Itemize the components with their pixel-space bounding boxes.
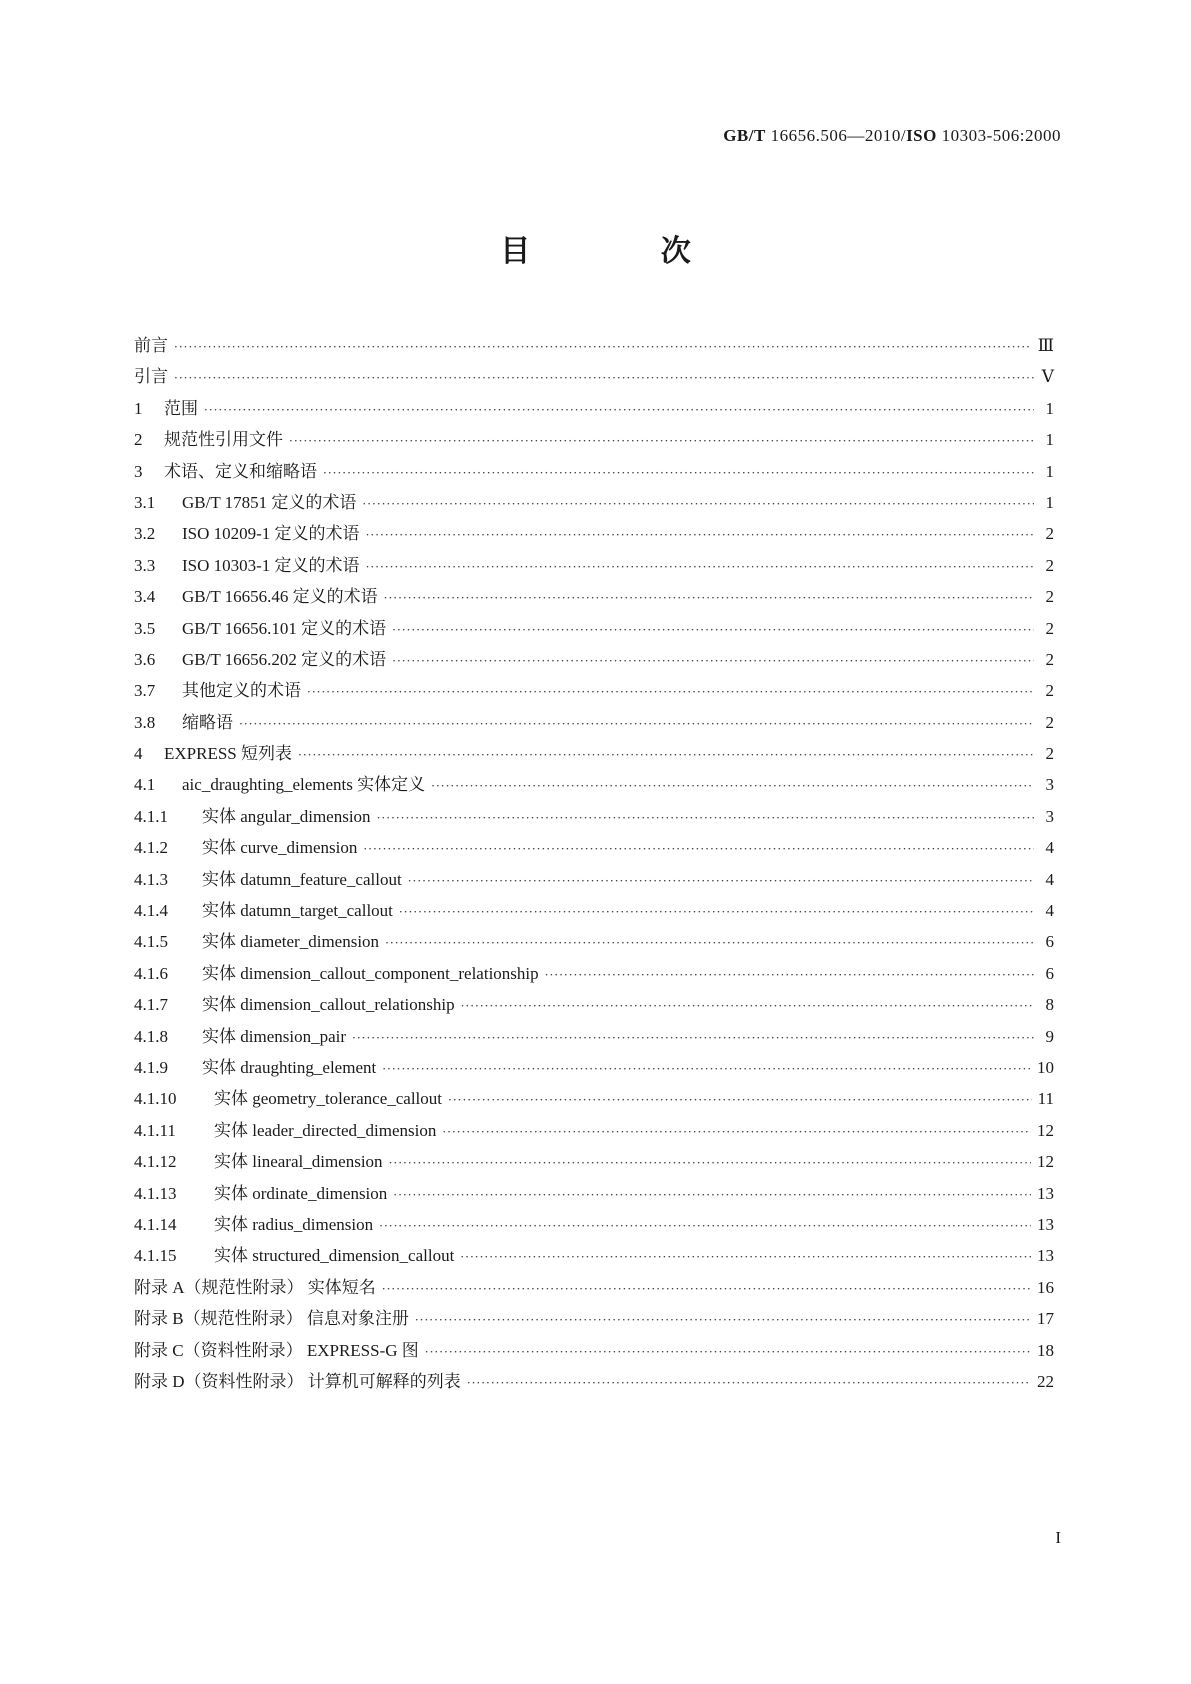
toc-entry[interactable] xyxy=(134,675,1054,706)
toc-entry-label xyxy=(134,487,356,519)
toc-entry[interactable] xyxy=(134,895,1054,926)
toc-leader-dots xyxy=(460,1242,1031,1273)
toc-entry[interactable] xyxy=(134,832,1054,863)
toc-leader-dots xyxy=(174,363,1034,394)
toc-entry[interactable] xyxy=(134,518,1054,549)
toc-entry-number: 4.1 xyxy=(134,775,156,795)
toc-leader-dots xyxy=(307,677,1034,708)
toc-entry-page: 2 xyxy=(1045,555,1054,575)
toc-entry-title: 附录 A（规范性附录） 实体短名 xyxy=(134,1277,376,1297)
toc-entry-page: Ⅴ xyxy=(1041,367,1054,387)
toc-entry[interactable] xyxy=(134,801,1054,832)
toc-entry-page: 2 xyxy=(1045,524,1054,544)
toc-entry-label xyxy=(134,769,425,801)
toc-leader-dots xyxy=(393,1180,1031,1211)
toc-entry-page: 1 xyxy=(1045,461,1054,481)
toc-entry-label xyxy=(134,393,198,425)
toc-entry-label xyxy=(134,1272,376,1304)
toc-entry[interactable] xyxy=(134,644,1054,675)
table-of-contents xyxy=(134,330,1054,1397)
toc-entry-number: 4.1.13 xyxy=(134,1183,177,1203)
toc-entry-label xyxy=(134,707,233,739)
toc-entry-label xyxy=(134,926,379,958)
toc-entry-title: GB/T 16656.202 定义的术语 xyxy=(182,649,387,669)
toc-leader-dots xyxy=(461,991,1034,1022)
toc-entry-label xyxy=(134,1303,409,1335)
toc-leader-dots xyxy=(366,552,1034,583)
toc-entry-label xyxy=(134,895,393,927)
toc-entry-number: 4.1.4 xyxy=(134,901,168,921)
toc-entry[interactable] xyxy=(134,393,1054,424)
toc-entry-title: 前言 xyxy=(134,336,168,355)
toc-leader-dots xyxy=(289,426,1034,457)
toc-leader-dots xyxy=(298,740,1034,771)
toc-entry-number: 3.4 xyxy=(134,587,156,607)
toc-leader-dots xyxy=(362,489,1034,520)
toc-entry-number: 4.1.7 xyxy=(134,995,168,1015)
toc-entry-number: 4.1.10 xyxy=(134,1089,177,1109)
toc-entry-label xyxy=(134,581,378,613)
toc-entry-page: 12 xyxy=(1037,1120,1054,1140)
toc-entry[interactable] xyxy=(134,1146,1054,1177)
toc-entry-title: 实体 geometry_tolerance_callout xyxy=(214,1089,442,1109)
toc-leader-dots xyxy=(431,771,1034,802)
toc-entry-title: 实体 angular_dimension xyxy=(202,806,371,826)
toc-leader-dots xyxy=(174,332,1032,363)
toc-entry-label xyxy=(134,989,455,1021)
toc-leader-dots xyxy=(352,1023,1034,1054)
toc-entry-title: GB/T 16656.101 定义的术语 xyxy=(182,618,387,638)
toc-entry[interactable] xyxy=(134,1052,1054,1083)
toc-entry-number: 4.1.14 xyxy=(134,1214,177,1234)
toc-entry[interactable] xyxy=(134,487,1054,518)
toc-entry-label xyxy=(134,832,357,864)
toc-entry-title: GB/T 16656.46 定义的术语 xyxy=(182,587,378,607)
toc-entry-number: 4.1.8 xyxy=(134,1026,168,1046)
toc-entry-title: 附录 D（资料性附录） 计算机可解释的列表 xyxy=(134,1371,461,1391)
toc-entry-label xyxy=(134,801,371,833)
toc-entry-page: 13 xyxy=(1037,1214,1054,1234)
toc-entry-page: 2 xyxy=(1045,712,1054,732)
toc-entry-page: 3 xyxy=(1045,806,1054,826)
toc-entry-label xyxy=(134,1083,442,1115)
toc-entry-title: 实体 structured_dimension_callout xyxy=(214,1246,455,1266)
toc-leader-dots xyxy=(323,458,1034,489)
toc-entry-title: 实体 curve_dimension xyxy=(202,838,358,858)
toc-leader-dots xyxy=(239,709,1034,740)
toc-entry-page: Ⅲ xyxy=(1037,336,1054,355)
toc-entry-number: 4.1.15 xyxy=(134,1246,177,1266)
toc-leader-dots xyxy=(379,1211,1031,1242)
toc-entry-number: 3 xyxy=(134,461,143,481)
toc-entry-title: EXPRESS 短列表 xyxy=(164,744,292,764)
toc-entry-title: 规范性引用文件 xyxy=(164,430,283,450)
toc-entry-number: 1 xyxy=(134,398,143,418)
toc-entry-title: 术语、定义和缩略语 xyxy=(164,461,317,481)
toc-entry[interactable] xyxy=(134,958,1054,989)
toc-entry-label xyxy=(134,738,292,770)
toc-entry-label xyxy=(134,1115,436,1147)
toc-entry-label xyxy=(134,864,402,896)
toc-entry-title: 实体 radius_dimension xyxy=(214,1214,374,1234)
toc-entry-label xyxy=(134,424,283,456)
toc-entry-title: 缩略语 xyxy=(182,712,233,732)
toc-entry-page: 3 xyxy=(1045,775,1054,795)
toc-entry[interactable] xyxy=(134,330,1054,361)
toc-entry-page: 17 xyxy=(1037,1309,1054,1329)
page-number: I xyxy=(1055,1528,1061,1547)
toc-entry-page: 9 xyxy=(1045,1026,1054,1046)
toc-entry-number: 4.1.3 xyxy=(134,869,168,889)
toc-entry[interactable] xyxy=(134,738,1054,769)
toc-entry-title: 实体 ordinate_dimension xyxy=(214,1183,388,1203)
toc-entry[interactable] xyxy=(134,456,1054,487)
toc-entry[interactable] xyxy=(134,1240,1054,1271)
toc-entry-title: aic_draughting_elements 实体定义 xyxy=(182,775,426,795)
toc-entry-page: 18 xyxy=(1037,1340,1054,1360)
toc-leader-dots xyxy=(399,897,1034,928)
toc-entry-page: 1 xyxy=(1045,398,1054,418)
toc-entry-title: 实体 datumn_target_callout xyxy=(202,901,393,921)
page-title: 目 次 xyxy=(500,234,751,269)
toc-entry-number: 2 xyxy=(134,430,143,450)
toc-entry-number: 3.1 xyxy=(134,492,156,512)
toc-entry-title: ISO 10303-1 定义的术语 xyxy=(182,555,360,575)
toc-entry-number: 4.1.11 xyxy=(134,1120,176,1140)
toc-entry-number: 4.1.5 xyxy=(134,932,168,952)
toc-entry-title: 实体 linearal_dimension xyxy=(214,1152,383,1172)
toc-entry-label xyxy=(134,550,360,582)
document-code xyxy=(723,126,1061,146)
toc-entry-label xyxy=(134,1335,419,1367)
toc-entry-label xyxy=(134,330,168,362)
toc-leader-dots xyxy=(366,520,1034,551)
toc-leader-dots xyxy=(545,960,1034,991)
toc-entry[interactable] xyxy=(134,581,1054,612)
toc-entry[interactable] xyxy=(134,550,1054,581)
toc-entry-label xyxy=(134,1021,346,1053)
toc-entry[interactable] xyxy=(134,361,1054,392)
toc-entry[interactable] xyxy=(134,989,1054,1020)
toc-entry[interactable] xyxy=(134,864,1054,895)
toc-entry[interactable] xyxy=(134,1021,1054,1052)
toc-entry-page: 12 xyxy=(1037,1152,1054,1172)
toc-entry-title: 其他定义的术语 xyxy=(182,681,301,701)
toc-entry[interactable] xyxy=(134,1335,1054,1366)
toc-leader-dots xyxy=(389,1148,1031,1179)
toc-entry[interactable] xyxy=(134,1083,1054,1114)
toc-entry-page: 2 xyxy=(1045,744,1054,764)
toc-leader-dots xyxy=(377,803,1034,834)
toc-entry-number: 4.1.1 xyxy=(134,806,168,826)
toc-entry[interactable] xyxy=(134,1366,1054,1397)
toc-leader-dots xyxy=(425,1337,1031,1368)
toc-leader-dots xyxy=(392,615,1034,646)
toc-entry-label xyxy=(134,958,539,990)
toc-entry-page: 1 xyxy=(1045,430,1054,450)
toc-entry-title: GB/T 17851 定义的术语 xyxy=(182,492,357,512)
toc-leader-dots xyxy=(382,1274,1031,1305)
toc-leader-dots xyxy=(442,1117,1031,1148)
toc-entry-label xyxy=(134,675,301,707)
toc-entry-page: 11 xyxy=(1037,1089,1054,1109)
toc-entry-page: 16 xyxy=(1037,1277,1054,1297)
toc-entry-number: 4.1.2 xyxy=(134,838,168,858)
toc-entry-title: 实体 leader_directed_dimension xyxy=(214,1120,437,1140)
toc-entry-label xyxy=(134,361,168,393)
toc-entry-page: 4 xyxy=(1045,901,1054,921)
toc-entry-title: 实体 dimension_callout_relationship xyxy=(202,995,455,1015)
toc-entry-number: 4.1.6 xyxy=(134,963,168,983)
toc-leader-dots xyxy=(408,866,1034,897)
toc-leader-dots xyxy=(384,583,1034,614)
toc-entry-title: 实体 dimension_callout_component_relationship xyxy=(202,963,539,983)
toc-entry-number: 3.6 xyxy=(134,649,156,669)
toc-entry-page: 10 xyxy=(1037,1057,1054,1077)
toc-entry-label xyxy=(134,1366,461,1398)
toc-leader-dots xyxy=(363,834,1034,865)
toc-entry-title: ISO 10209-1 定义的术语 xyxy=(182,524,360,544)
toc-entry-label xyxy=(134,1052,376,1084)
toc-leader-dots xyxy=(385,928,1034,959)
toc-entry-title: 引言 xyxy=(134,367,168,387)
toc-entry[interactable] xyxy=(134,1178,1054,1209)
toc-entry-number: 3.3 xyxy=(134,555,156,575)
toc-entry-title: 实体 diameter_dimension xyxy=(202,932,380,952)
toc-entry-title: 范围 xyxy=(164,398,198,418)
toc-entry-page: 4 xyxy=(1045,838,1054,858)
toc-entry-label xyxy=(134,1146,383,1178)
toc-entry-label xyxy=(134,518,360,550)
toc-entry-label xyxy=(134,644,386,676)
toc-entry-label xyxy=(134,1240,454,1272)
toc-entry-page: 13 xyxy=(1037,1246,1054,1266)
toc-entry-page: 2 xyxy=(1045,618,1054,638)
toc-leader-dots xyxy=(467,1368,1031,1399)
toc-entry-page: 2 xyxy=(1045,649,1054,669)
toc-entry[interactable] xyxy=(134,769,1054,800)
toc-leader-dots xyxy=(382,1054,1031,1085)
toc-entry-page: 8 xyxy=(1045,995,1054,1015)
toc-entry[interactable] xyxy=(134,1209,1054,1240)
toc-entry-number: 3.7 xyxy=(134,681,156,701)
toc-entry-number: 4 xyxy=(134,744,143,764)
toc-leader-dots xyxy=(415,1305,1031,1336)
document-code-prefix: GB/T xyxy=(723,126,766,145)
toc-entry[interactable] xyxy=(134,1115,1054,1146)
toc-leader-dots xyxy=(204,395,1034,426)
toc-entry[interactable] xyxy=(134,424,1054,455)
toc-entry-label xyxy=(134,456,317,488)
toc-entry-number: 3.2 xyxy=(134,524,156,544)
document-code-iso-prefix: ISO xyxy=(906,126,937,145)
toc-leader-dots xyxy=(448,1085,1032,1116)
toc-leader-dots xyxy=(392,646,1034,677)
toc-entry[interactable] xyxy=(134,1303,1054,1334)
toc-entry-label xyxy=(134,1178,387,1210)
toc-entry-number: 4.1.12 xyxy=(134,1152,177,1172)
toc-entry[interactable] xyxy=(134,613,1054,644)
toc-entry-page: 1 xyxy=(1045,492,1054,512)
toc-entry-page: 13 xyxy=(1037,1183,1054,1203)
toc-entry-page: 2 xyxy=(1045,587,1054,607)
toc-entry-label xyxy=(134,1209,373,1241)
toc-entry-title: 实体 datumn_feature_callout xyxy=(202,869,402,889)
document-code-iso: 10303-506:2000 xyxy=(936,126,1061,145)
toc-entry-page: 22 xyxy=(1037,1371,1054,1391)
toc-entry-number: 3.8 xyxy=(134,712,156,732)
toc-entry-title: 附录 B（规范性附录） 信息对象注册 xyxy=(134,1309,409,1329)
toc-entry-page: 2 xyxy=(1045,681,1054,701)
toc-entry-title: 实体 draughting_element xyxy=(202,1057,377,1077)
toc-entry-title: 实体 dimension_pair xyxy=(202,1026,347,1046)
toc-entry-title: 附录 C（资料性附录） EXPRESS-G 图 xyxy=(134,1340,419,1360)
toc-entry[interactable] xyxy=(134,926,1054,957)
toc-entry[interactable] xyxy=(134,1272,1054,1303)
toc-entry[interactable] xyxy=(134,707,1054,738)
toc-entry-page: 6 xyxy=(1045,963,1054,983)
toc-entry-page: 6 xyxy=(1045,932,1054,952)
toc-entry-number: 4.1.9 xyxy=(134,1057,168,1077)
toc-entry-page: 4 xyxy=(1045,869,1054,889)
toc-entry-number: 3.5 xyxy=(134,618,156,638)
toc-entry-label xyxy=(134,613,386,645)
document-code-main: 16656.506—2010/ xyxy=(765,126,907,145)
